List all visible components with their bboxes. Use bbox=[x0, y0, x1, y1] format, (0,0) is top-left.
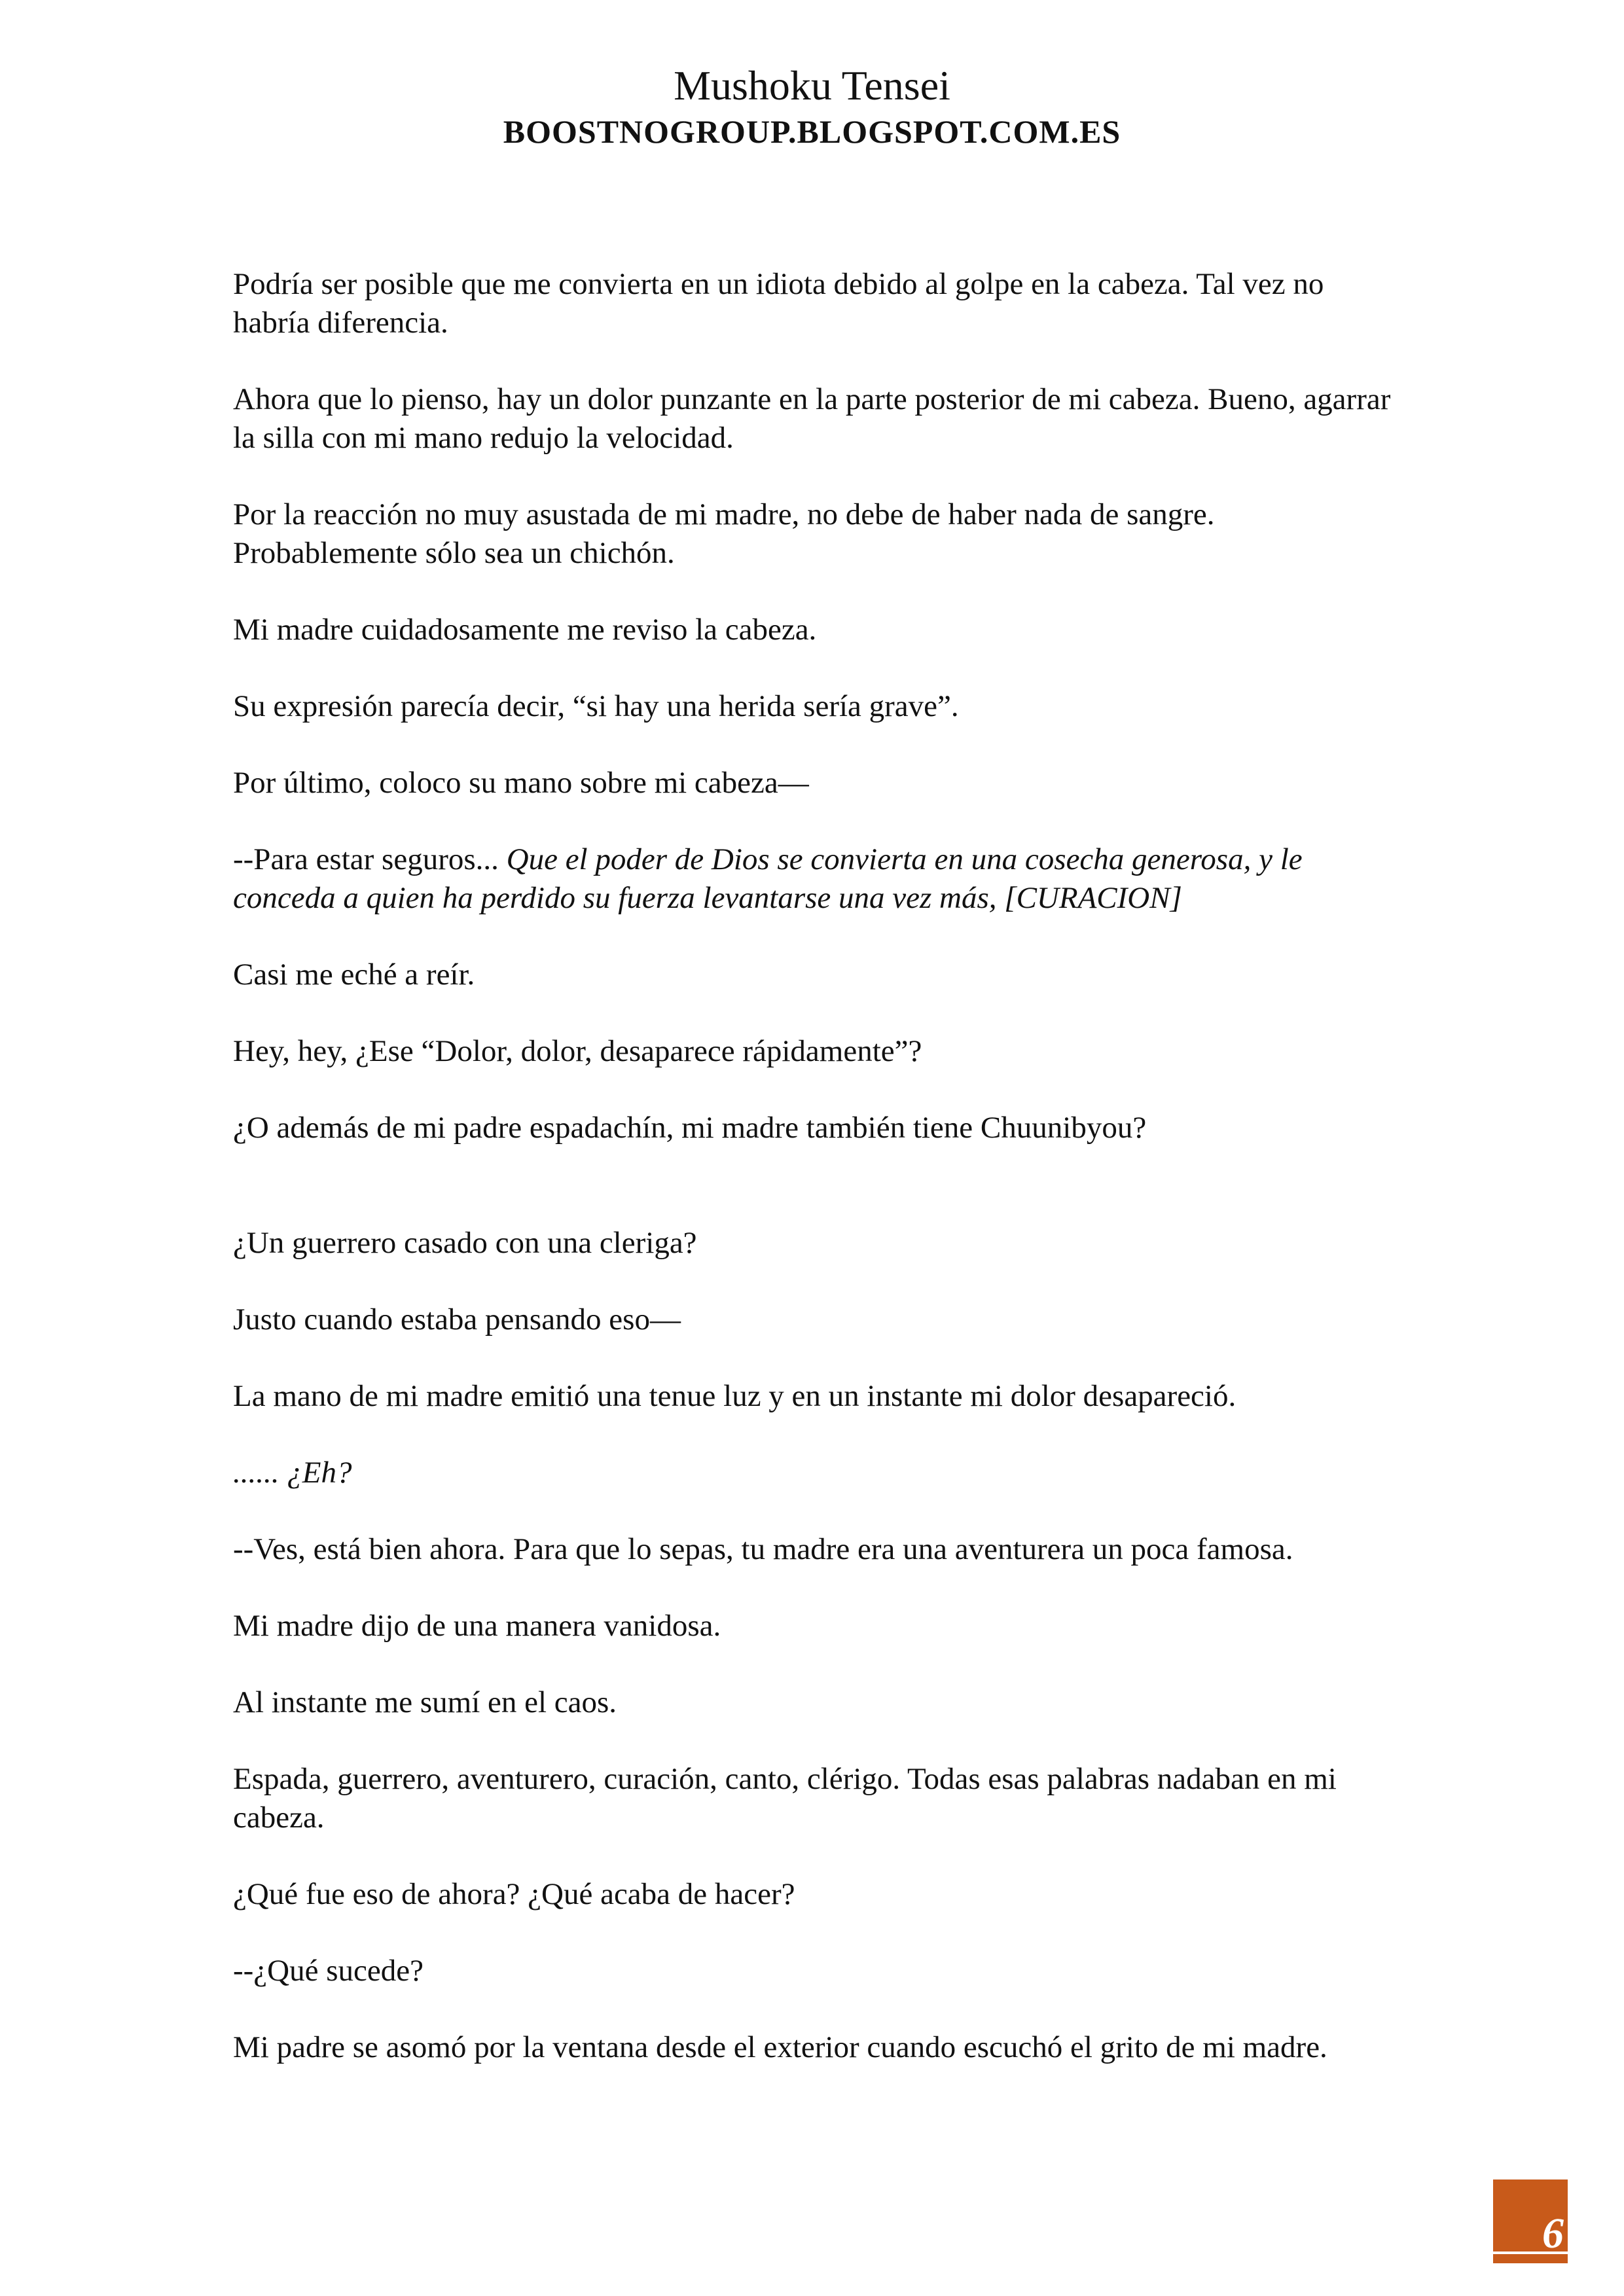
paragraph: Mi padre se asomó por la ventana desde el exterior cuando escuchó el grito de mi madre. bbox=[233, 2030, 1327, 2064]
paragraph: Mi madre cuidadosamente me reviso la cabeza. bbox=[233, 613, 817, 647]
paragraph: Por último, coloco su mano sobre mi cabeza— bbox=[233, 766, 809, 800]
page-header bbox=[0, 60, 1624, 152]
paragraph: Espada, guerrero, aventurero, curación, canto, clérigo. Todas esas palabras nadaban en mi cabeza. bbox=[233, 1762, 1337, 1835]
page-number-badge bbox=[1493, 2179, 1568, 2263]
paragraph: Hey, hey, ¿Ese “Dolor, dolor, desaparece rápidamente”? bbox=[233, 1034, 922, 1068]
italic-text: ...... ¿Eh? bbox=[233, 1456, 352, 1490]
paragraph: Ahora que lo pienso, hay un dolor punzante en la parte posterior de mi cabeza. Bueno, agarrar la silla con mi mano redujo la velocidad. bbox=[233, 382, 1391, 455]
paragraph: Justo cuando estaba pensando eso— bbox=[233, 1302, 681, 1336]
paragraph: --Ves, está bien ahora. Para que lo sepas, tu madre era una aventurera un poca famosa. bbox=[233, 1532, 1293, 1566]
book-title: Mushoku Tensei bbox=[674, 62, 950, 109]
incantation-text: Que el poder de Dios se convierta en una cosecha generosa, y le conceda a quien ha perdido su fuerza levantarse una vez más, [CURACION] bbox=[233, 842, 1303, 915]
paragraph: Por la reacción no muy asustada de mi madre, no debe de haber nada de sangre. Probablemente sólo sea un chichón. bbox=[233, 497, 1215, 570]
paragraph-incantation bbox=[233, 840, 1405, 918]
paragraph: Podría ser posible que me convierta en un idiota debido al golpe en la cabeza. Tal vez no habría diferencia. bbox=[233, 267, 1324, 340]
page-number: 6 bbox=[1542, 2210, 1564, 2257]
site-url: BOOSTNOGROUP.BLOGSPOT.COM.ES bbox=[503, 113, 1121, 150]
paragraph-italic bbox=[233, 1454, 1405, 1492]
paragraph: La mano de mi madre emitió una tenue luz y en un instante mi dolor desapareció. bbox=[233, 1379, 1236, 1413]
paragraph: Su expresión parecía decir, “si hay una herida sería grave”. bbox=[233, 689, 959, 723]
paragraph: Mi madre dijo de una manera vanidosa. bbox=[233, 1609, 721, 1643]
paragraph: Casi me eché a reír. bbox=[233, 958, 475, 992]
body-text bbox=[233, 265, 1405, 2105]
paragraph: ¿Un guerrero casado con una cleriga? bbox=[233, 1226, 697, 1260]
paragraph: ¿Qué fue eso de ahora? ¿Qué acaba de hacer? bbox=[233, 1877, 795, 1911]
paragraph: ¿O además de mi padre espadachín, mi madre también tiene Chuunibyou? bbox=[233, 1111, 1147, 1145]
paragraph: Al instante me sumí en el caos. bbox=[233, 1685, 617, 1719]
paragraph: --¿Qué sucede? bbox=[233, 1954, 424, 1988]
dialogue-lead: --Para estar seguros... bbox=[233, 842, 507, 876]
